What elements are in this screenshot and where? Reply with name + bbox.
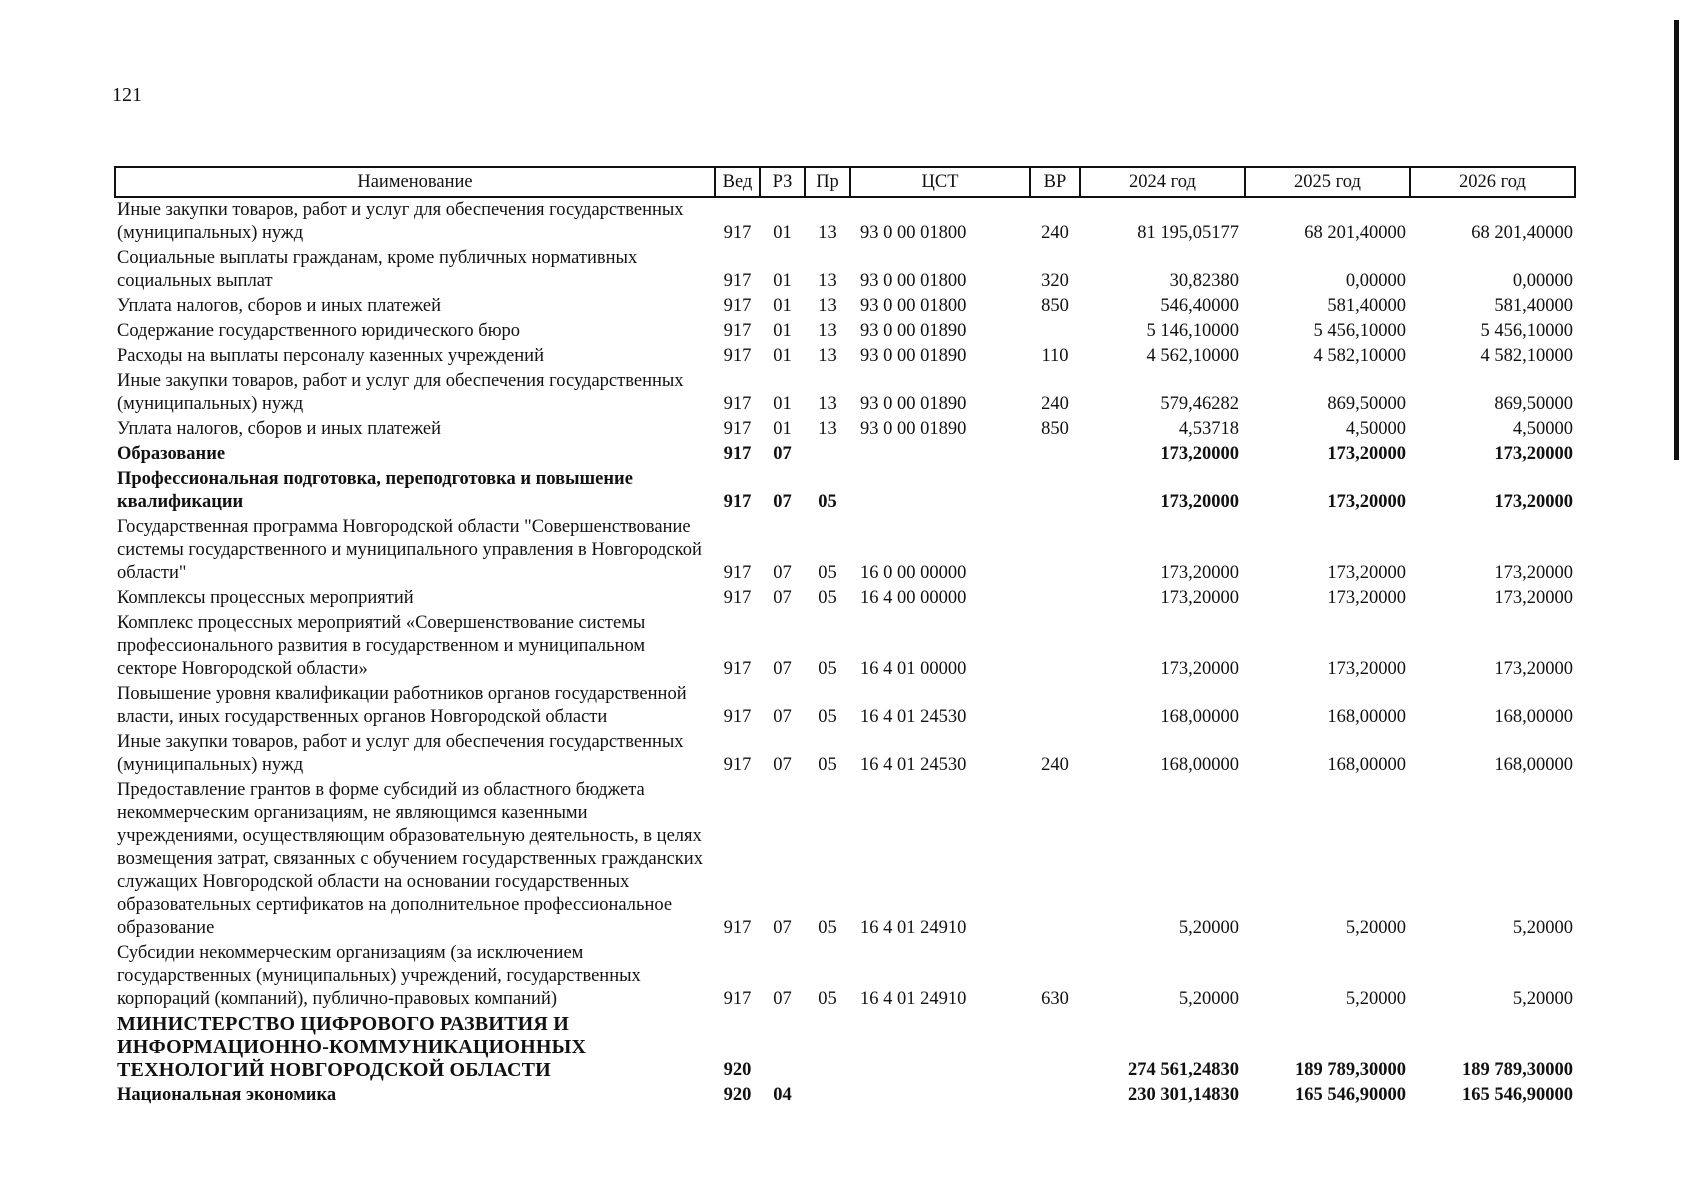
table-cell-cst: 93 0 00 01800 <box>860 223 967 243</box>
table-cell-2025: 5 456,10000 <box>1313 321 1406 341</box>
table-cell-ved: 917 <box>723 394 752 414</box>
table-cell-ved: 917 <box>723 296 752 316</box>
table-row <box>115 344 1575 369</box>
table-cell-2024: 4,53718 <box>1178 419 1239 439</box>
table-cell-rz: 01 <box>773 271 792 291</box>
table-cell-2026: 168,00000 <box>1494 707 1573 727</box>
table-cell-2026: 173,20000 <box>1494 588 1573 608</box>
table-cell-name: Расходы на выплаты персоналу казенных учреждений <box>117 346 544 366</box>
table-row <box>115 611 1575 682</box>
table-cell-2025: 5,20000 <box>1345 989 1406 1009</box>
table-cell-vr: 110 <box>1041 346 1069 366</box>
table-cell-2024: 168,00000 <box>1160 755 1239 775</box>
table-cell-name: Комплекс процессных мероприятий «Совершенствование системы профессионального развития в государственном и муниципальном секторе Новгородской области» <box>117 613 646 679</box>
table-cell-rz: 04 <box>773 1085 792 1105</box>
table-row <box>115 586 1575 611</box>
table-cell-cst: 16 0 00 00000 <box>860 563 967 583</box>
table-cell-pr <box>805 442 850 467</box>
table-cell-cst: 93 0 00 01890 <box>860 394 967 414</box>
header-rz: РЗ <box>760 167 805 197</box>
page-number: 121 <box>112 84 142 106</box>
table-cell-pr: 05 <box>818 588 837 608</box>
table-cell-2024: 5 146,10000 <box>1146 321 1239 341</box>
table-cell-pr: 13 <box>818 419 837 439</box>
table-cell-cst <box>850 467 1030 515</box>
table-cell-ved: 917 <box>723 223 752 243</box>
table-cell-2025: 4,50000 <box>1345 419 1406 439</box>
table-cell-name: Субсидии некоммерческим организациям (за исключением государственных (муниципальных) учреждений, государственных корпораций (компаний), публично-правовых компаний) <box>117 943 641 1009</box>
table-cell-vr <box>1030 1012 1080 1083</box>
table-cell-name: Иные закупки товаров, работ и услуг для обеспечения государственных (муниципальных) нужд <box>117 732 684 775</box>
table-cell-2024: 30,82380 <box>1169 271 1239 291</box>
table-cell-pr <box>805 1012 850 1083</box>
table-cell-rz: 01 <box>773 321 792 341</box>
table-cell-pr: 05 <box>818 707 837 727</box>
table-cell-rz: 01 <box>773 296 792 316</box>
table-cell-pr <box>805 1083 850 1108</box>
table-cell-vr <box>1030 467 1080 515</box>
table-row <box>115 1083 1575 1108</box>
table-cell-vr <box>1030 778 1080 941</box>
table-cell-2024: 546,40000 <box>1160 296 1239 316</box>
table-cell-ved: 920 <box>723 1060 752 1080</box>
table-cell-name: Национальная экономика <box>117 1085 337 1105</box>
table-cell-rz: 01 <box>773 223 792 243</box>
table-cell-name: Содержание государственного юридического бюро <box>117 321 521 341</box>
table-cell-pr: 05 <box>818 563 837 583</box>
table-cell-cst: 93 0 00 01890 <box>860 321 967 341</box>
table-cell-pr: 05 <box>818 755 837 775</box>
table-row <box>115 197 1575 246</box>
table-cell-rz: 07 <box>773 659 792 679</box>
table-cell-vr <box>1030 442 1080 467</box>
table-cell-2025: 0,00000 <box>1345 271 1406 291</box>
header-cst: ЦСТ <box>850 167 1030 197</box>
table-cell-2025: 165 546,90000 <box>1295 1085 1406 1105</box>
table-cell-ved: 917 <box>723 492 752 512</box>
table-cell-2025: 173,20000 <box>1327 444 1406 464</box>
table-cell-2025: 173,20000 <box>1327 492 1406 512</box>
table-row <box>115 442 1575 467</box>
table-cell-2026: 5,20000 <box>1512 989 1573 1009</box>
table-cell-2024: 168,00000 <box>1160 707 1239 727</box>
table-cell-rz: 01 <box>773 394 792 414</box>
table-row <box>115 730 1575 778</box>
table-cell-2025: 173,20000 <box>1327 659 1406 679</box>
table-cell-2025: 173,20000 <box>1327 563 1406 583</box>
table-row <box>115 369 1575 417</box>
table-row <box>115 778 1575 941</box>
table-cell-pr: 13 <box>818 346 837 366</box>
table-cell-cst: 93 0 00 01890 <box>860 419 967 439</box>
table-cell-2025: 168,00000 <box>1327 755 1406 775</box>
table-row <box>115 515 1575 586</box>
table-cell-cst: 16 4 01 24910 <box>860 989 967 1009</box>
table-cell-2024: 173,20000 <box>1160 492 1239 512</box>
table-cell-pr: 05 <box>818 659 837 679</box>
table-cell-2025: 581,40000 <box>1327 296 1406 316</box>
table-cell-cst: 16 4 01 24910 <box>860 918 967 938</box>
header-2025: 2025 год <box>1245 167 1410 197</box>
table-row <box>115 294 1575 319</box>
table-cell-ved: 917 <box>723 659 752 679</box>
budget-table <box>114 166 1576 1108</box>
table-cell-name: Комплексы процессных мероприятий <box>117 588 414 608</box>
table-cell-rz: 07 <box>773 755 792 775</box>
table-cell-ved: 917 <box>723 563 752 583</box>
table-cell-rz: 07 <box>773 563 792 583</box>
table-cell-2026: 165 546,90000 <box>1462 1085 1573 1105</box>
table-cell-rz: 07 <box>773 918 792 938</box>
table-cell-2024: 173,20000 <box>1160 563 1239 583</box>
table-row <box>115 246 1575 294</box>
table-cell-2026: 168,00000 <box>1494 755 1573 775</box>
table-cell-vr: 630 <box>1041 989 1069 1009</box>
table-cell-ved: 917 <box>723 444 752 464</box>
table-cell-vr <box>1030 515 1080 586</box>
table-cell-ved: 917 <box>723 989 752 1009</box>
header-2024: 2024 год <box>1080 167 1245 197</box>
table-cell-name: Образование <box>117 444 226 464</box>
table-cell-rz <box>760 1012 805 1083</box>
table-cell-pr: 13 <box>818 271 837 291</box>
table-cell-2024: 173,20000 <box>1160 444 1239 464</box>
table-cell-2026: 68 201,40000 <box>1471 223 1573 243</box>
table-cell-rz: 07 <box>773 588 792 608</box>
table-cell-vr: 240 <box>1041 755 1069 775</box>
table-cell-2026: 5 456,10000 <box>1480 321 1573 341</box>
table-cell-ved: 917 <box>723 321 752 341</box>
table-cell-2026: 173,20000 <box>1494 444 1573 464</box>
table-cell-2026: 173,20000 <box>1494 659 1573 679</box>
table-cell-2025: 168,00000 <box>1327 707 1406 727</box>
table-cell-2024: 81 195,05177 <box>1137 223 1239 243</box>
table-cell-vr: 850 <box>1041 296 1069 316</box>
table-cell-vr: 850 <box>1041 419 1069 439</box>
table-cell-cst: 16 4 00 00000 <box>860 588 967 608</box>
table-row <box>115 682 1575 730</box>
table-cell-vr: 320 <box>1041 271 1069 291</box>
table-cell-2025: 189 789,30000 <box>1295 1060 1406 1080</box>
table-cell-cst: 93 0 00 01890 <box>860 346 967 366</box>
table-cell-rz: 01 <box>773 419 792 439</box>
table-cell-2024: 4 562,10000 <box>1146 346 1239 366</box>
table-cell-2024: 173,20000 <box>1160 588 1239 608</box>
table-cell-ved: 917 <box>723 419 752 439</box>
table-cell-vr <box>1030 319 1080 344</box>
table-cell-name: Уплата налогов, сборов и иных платежей <box>117 419 442 439</box>
table-cell-2025: 5,20000 <box>1345 918 1406 938</box>
table-cell-2026: 189 789,30000 <box>1462 1060 1573 1080</box>
table-cell-rz: 07 <box>773 989 792 1009</box>
header-ved: Вед <box>715 167 760 197</box>
table-row <box>115 319 1575 344</box>
table-cell-pr: 13 <box>818 296 837 316</box>
table-cell-pr: 05 <box>818 989 837 1009</box>
table-cell-cst <box>850 1083 1030 1108</box>
table-cell-cst: 93 0 00 01800 <box>860 296 967 316</box>
table-cell-vr: 240 <box>1041 223 1069 243</box>
table-cell-name: Социальные выплаты гражданам, кроме публичных нормативных социальных выплат <box>117 248 638 291</box>
table-row <box>115 417 1575 442</box>
table-cell-2024: 5,20000 <box>1178 918 1239 938</box>
table-cell-2026: 173,20000 <box>1494 563 1573 583</box>
table-cell-rz: 07 <box>773 444 792 464</box>
table-cell-ved: 917 <box>723 588 752 608</box>
table-cell-2025: 68 201,40000 <box>1304 223 1406 243</box>
table-cell-vr <box>1030 611 1080 682</box>
table-cell-2026: 4,50000 <box>1512 419 1573 439</box>
table-row <box>115 1012 1575 1083</box>
table-cell-name: Иные закупки товаров, работ и услуг для обеспечения государственных (муниципальных) нужд <box>117 200 684 243</box>
table-cell-ved: 917 <box>723 346 752 366</box>
table-cell-pr: 13 <box>818 321 837 341</box>
table-cell-2026: 0,00000 <box>1512 271 1573 291</box>
table-cell-2026: 5,20000 <box>1512 918 1573 938</box>
table-cell-2026: 869,50000 <box>1494 394 1573 414</box>
header-2026: 2026 год <box>1410 167 1575 197</box>
table-cell-cst: 16 4 01 24530 <box>860 707 967 727</box>
scan-edge-bar <box>1674 20 1679 460</box>
table-cell-name: Уплата налогов, сборов и иных платежей <box>117 296 442 316</box>
table-cell-cst: 93 0 00 01800 <box>860 271 967 291</box>
table-cell-name: Повышение уровня квалификации работников органов государственной власти, иных государственных органов Новгородской области <box>117 684 687 727</box>
table-cell-2024: 274 561,24830 <box>1128 1060 1239 1080</box>
table-cell-ved: 917 <box>723 755 752 775</box>
table-cell-pr: 05 <box>818 918 837 938</box>
table-cell-pr: 05 <box>818 492 837 512</box>
table-cell-2025: 173,20000 <box>1327 588 1406 608</box>
table-cell-rz: 07 <box>773 492 792 512</box>
table-cell-2024: 579,46282 <box>1160 394 1239 414</box>
table-cell-2026: 581,40000 <box>1494 296 1573 316</box>
table-cell-ved: 920 <box>723 1085 752 1105</box>
table-row <box>115 941 1575 1012</box>
table-cell-2024: 173,20000 <box>1160 659 1239 679</box>
table-cell-cst: 16 4 01 24530 <box>860 755 967 775</box>
table-cell-name: Предоставление грантов в форме субсидий из областного бюджета некоммерческим организациям, не являющимся казенными учреждениями, осуществляющим образовательную деятельность, в целях возмещения затрат, связанных с обучением государственных гражданских служащих Новгородской области на основании государственных образовательных сертификатов на дополнительное профессиональное образование <box>117 780 703 938</box>
table-cell-pr: 13 <box>818 394 837 414</box>
table-cell-vr <box>1030 1083 1080 1108</box>
table-cell-name: Иные закупки товаров, работ и услуг для обеспечения государственных (муниципальных) нужд <box>117 371 684 414</box>
header-name: Наименование <box>115 167 715 197</box>
table-cell-cst: 16 4 01 00000 <box>860 659 967 679</box>
table-cell-name: Профессиональная подготовка, переподготовка и повышение квалификации <box>117 469 633 512</box>
table-cell-vr <box>1030 682 1080 730</box>
table-cell-ved: 917 <box>723 918 752 938</box>
table-cell-vr: 240 <box>1041 394 1069 414</box>
table-cell-name: МИНИСТЕРСТВО ЦИФРОВОГО РАЗВИТИЯ И ИНФОРМАЦИОННО-КОММУНИКАЦИОННЫХ ТЕХНОЛОГИЙ НОВГОРОДСКОЙ ОБЛАСТИ <box>117 1013 587 1081</box>
header-pr: Пр <box>805 167 850 197</box>
table-cell-ved: 917 <box>723 707 752 727</box>
table-cell-2025: 4 582,10000 <box>1313 346 1406 366</box>
table-cell-rz: 01 <box>773 346 792 366</box>
table-cell-2026: 4 582,10000 <box>1480 346 1573 366</box>
table-row <box>115 467 1575 515</box>
table-header-row <box>115 167 1575 197</box>
table-cell-name: Государственная программа Новгородской области "Совершенствование системы государственного и муниципального управления в Новгородской области" <box>117 517 702 583</box>
table-cell-pr: 13 <box>818 223 837 243</box>
table-cell-vr <box>1030 586 1080 611</box>
table-cell-2026: 173,20000 <box>1494 492 1573 512</box>
table-cell-cst <box>850 1012 1030 1083</box>
table-cell-cst <box>850 442 1030 467</box>
table-cell-2024: 230 301,14830 <box>1128 1085 1239 1105</box>
header-vr: ВР <box>1030 167 1080 197</box>
table-cell-2025: 869,50000 <box>1327 394 1406 414</box>
table-cell-rz: 07 <box>773 707 792 727</box>
table-cell-2024: 5,20000 <box>1178 989 1239 1009</box>
table-cell-ved: 917 <box>723 271 752 291</box>
